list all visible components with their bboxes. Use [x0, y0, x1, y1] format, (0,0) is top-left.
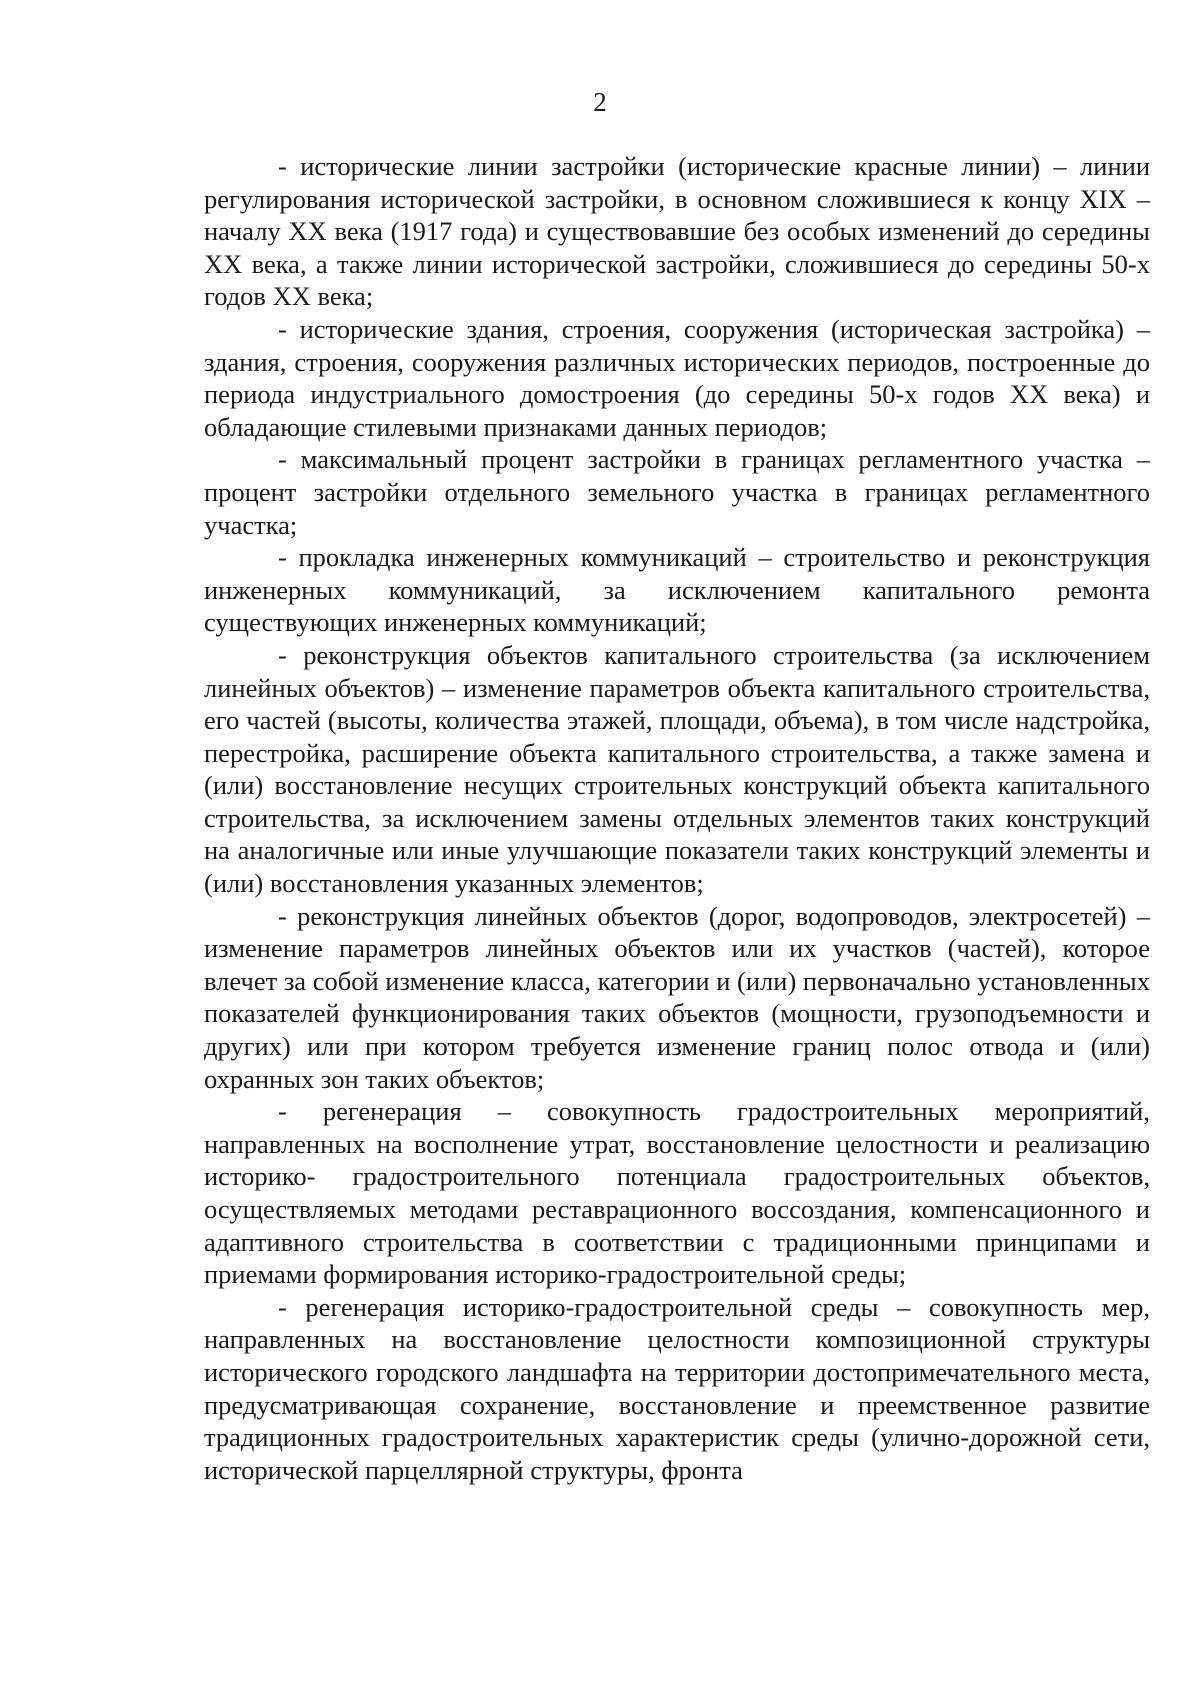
definition-paragraph: - максимальный процент застройки в границах регламентного участка – процент застройки отдельного земельного участка в границах регламентного участка;: [204, 444, 1150, 540]
definition-paragraph: - исторические здания, строения, сооружения (историческая застройка) – здания, строения, сооружения различных исторических периодов, построенные до периода индустриального домостроения (до середины 50-х годов XX века) и обладающие стилевыми признаками данных периодов;: [204, 313, 1150, 442]
page-number: 2: [593, 87, 607, 117]
definition-paragraph: - реконструкция линейных объектов (дорог, водопроводов, электросетей) – изменение параметров линейных объектов или их участков (частей), которое влечет за собой изменение класса, категории и (или) первоначально установленных показателей функционирования таких объектов (мощности, грузоподъемности и других) или при котором требуется изменение границ полос отвода и (или) охранных зон таких объектов;: [204, 900, 1150, 1094]
definition-paragraph: - реконструкция объектов капитального строительства (за исключением линейных объектов) – изменение параметров объекта капитального строительства, его частей (высоты, количества этажей, площади, объема), в том числе надстройка, перестройка, расширение объекта капитального строительства, а также замена и (или) восстановление несущих строительных конструкций объекта капитального строительства, за исключением замены отдельных элементов таких конструкций на аналогичные или иные улучшающие показатели таких конструкций элементы и (или) восстановления указанных элементов;: [204, 639, 1150, 899]
definition-paragraph: - исторические линии застройки (исторические красные линии) – линии регулирования исторической застройки, в основном сложившиеся к концу XIX – началу XX века (1917 года) и существовавшие без особых изменений до середины XX века, а также линии исторической застройки, сложившиеся до середины 50-х годов XX века;: [204, 151, 1150, 312]
document-body: [204, 150, 1150, 1486]
definition-paragraph: - прокладка инженерных коммуникаций – строительство и реконструкция инженерных коммуникаций, за исключением капитального ремонта существующих инженерных коммуникаций;: [204, 542, 1150, 638]
definition-paragraph: - регенерация историко-градостроительной среды – совокупность мер, направленных на восстановление целостности композиционной структуры исторического городского ландшафта на территории достопримечательного места, предусматривающая сохранение, восстановление и преемственное развитие традиционных градостроительных характеристик среды (улично-дорожной сети, исторической парцеллярной структуры, фронта: [204, 1291, 1150, 1485]
definition-paragraph: - регенерация – совокупность градостроительных мероприятий, направленных на восполнение утрат, восстановление целостности и реализацию историко- градостроительного потенциала градостроительных объектов, осуществляемых методами реставрационного воссоздания, компенсационного и адаптивного строительства в соответствии с традиционными принципами и приемами формирования историко-градостроительной среды;: [204, 1096, 1150, 1290]
